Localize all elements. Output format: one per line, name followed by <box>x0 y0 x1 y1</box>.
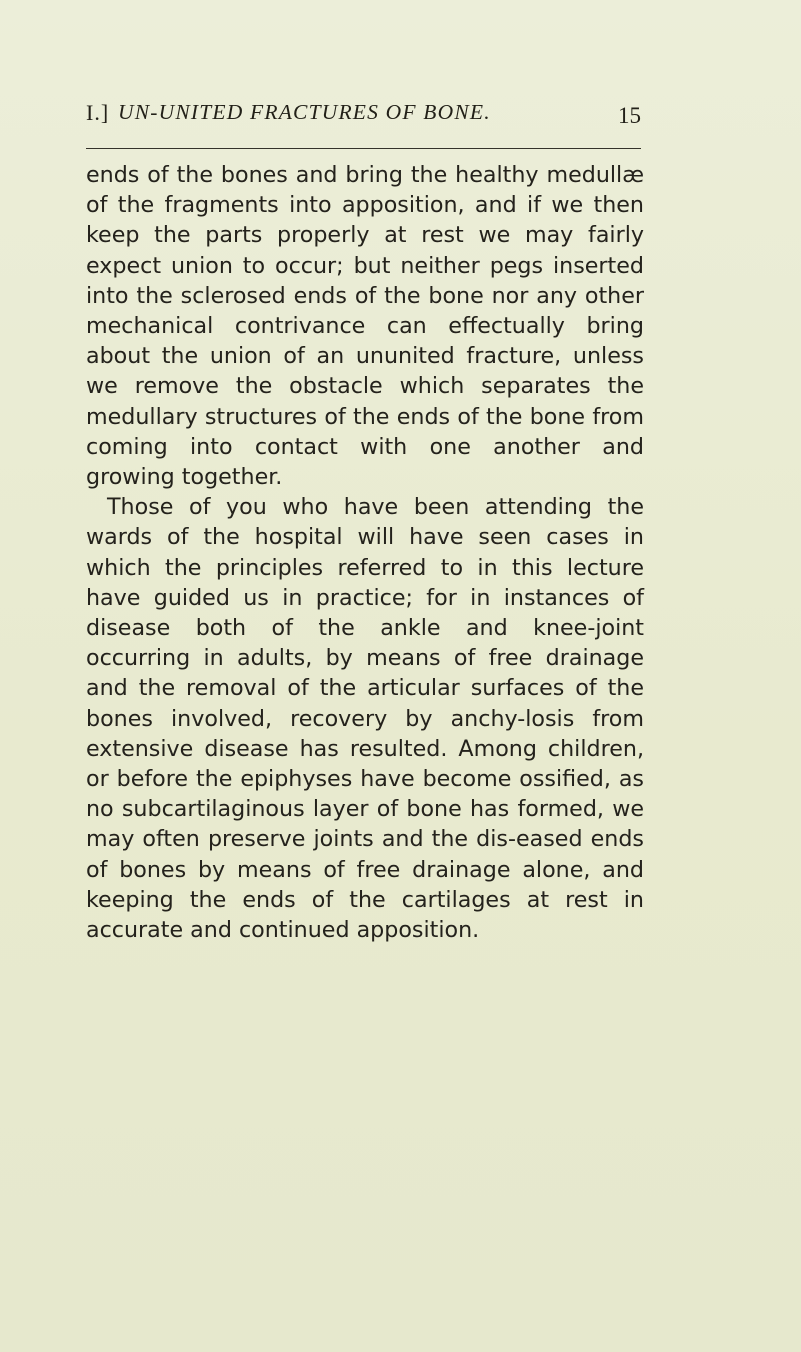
paragraph-those-of-you: Those of you who have been attending the wards of the hospital will have seen cases in which the principles referred to in this lecture have guided us in practice; for in instances of disease both of the ankle and knee-joint occurring in adults, by means of free drainage and the removal of the articular surfaces of the bones involved, recovery by anchy-losis from extensive disease has resulted. Among children, or before the epiphyses have become ossified, as no subcartilaginous layer of bone has formed, we may often preserve joints and the dis-eased ends of bones by means of free drainage alone, and keeping the ends of the cartilages at rest in accurate and continued apposition. <box>86 494 644 944</box>
running-title: UN-UNITED FRACTURES OF BONE. <box>118 100 491 124</box>
running-head <box>86 100 646 140</box>
section-mark: I.] <box>86 100 110 125</box>
paragraph-continued: ends of the bones and bring the healthy medullæ of the fragments into apposition, and if we then keep the parts properly at rest we may fairly expect union to occur; but neither pegs inserted into the sclerosed ends of the bone nor any other mechanical contrivance can effectually bring about the union of an ununited fracture, unless we remove the obstacle which separates the medullary structures of the ends of the bone from coming into contact with one another and growing together. <box>86 162 644 491</box>
header-rule <box>86 148 641 149</box>
page-number: 15 <box>618 103 641 128</box>
body-text <box>86 160 644 945</box>
